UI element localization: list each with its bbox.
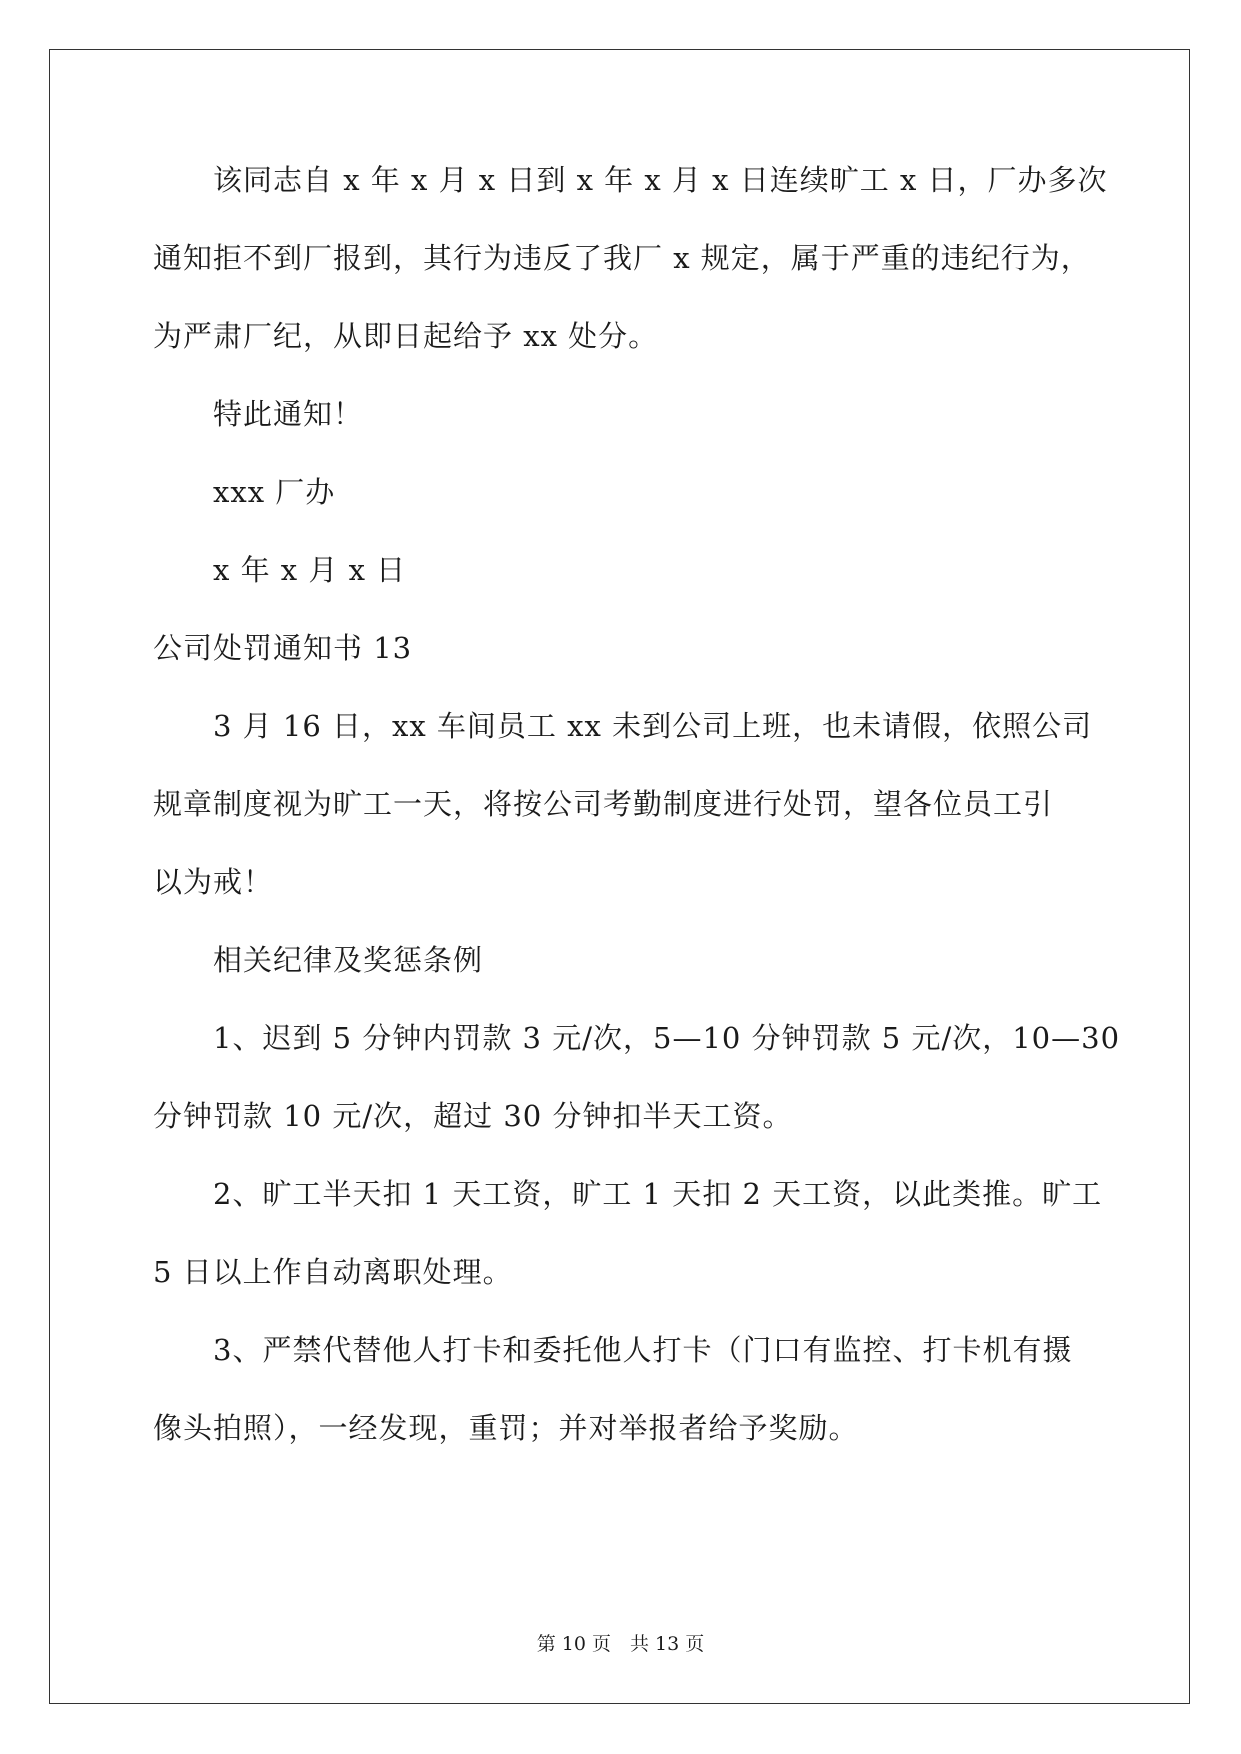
- paragraph-1-line-1: 该同志自 x 年 x 月 x 日到 x 年 x 月 x 日连续旷工 x 日，厂办多次: [213, 163, 1108, 197]
- rule-2-line-2: 5 日以上作自动离职处理。: [153, 1255, 513, 1289]
- paragraph-2-line-3: 以为戒！: [153, 865, 274, 899]
- notice-line: 特此通知！: [213, 397, 364, 431]
- page-number-footer: 第 10 页 共 13 页: [536, 1633, 705, 1655]
- section-title: 公司处罚通知书 13: [153, 631, 413, 665]
- date-line: x 年 x 月 x 日: [213, 553, 407, 587]
- issuer-line: xxx 厂办: [213, 475, 336, 509]
- rule-3-line-1: 3、严禁代替他人打卡和委托他人打卡（门口有监控、打卡机有摄: [213, 1333, 1073, 1367]
- rules-heading: 相关纪律及奖惩条例: [213, 943, 484, 977]
- rule-3-line-2: 像头拍照），一经发现，重罚；并对举报者给予奖励。: [153, 1411, 859, 1445]
- paragraph-1-line-2: 通知拒不到厂报到，其行为违反了我厂 x 规定，属于严重的违纪行为，: [153, 241, 1091, 275]
- paragraph-2-line-1: 3 月 16 日，xx 车间员工 xx 未到公司上班，也未请假，依照公司: [213, 709, 1093, 743]
- rule-1-line-1: 1、迟到 5 分钟内罚款 3 元/次，5—10 分钟罚款 5 元/次，10—30: [213, 1021, 1121, 1055]
- rule-2-line-1: 2、旷工半天扣 1 天工资，旷工 1 天扣 2 天工资，以此类推。旷工: [213, 1177, 1103, 1211]
- paragraph-1-line-3: 为严肃厂纪，从即日起给予 xx 处分。: [153, 319, 659, 353]
- rule-1-line-2: 分钟罚款 10 元/次，超过 30 分钟扣半天工资。: [153, 1099, 793, 1133]
- paragraph-2-line-2: 规章制度视为旷工一天，将按公司考勤制度进行处罚，望各位员工引: [153, 787, 1054, 821]
